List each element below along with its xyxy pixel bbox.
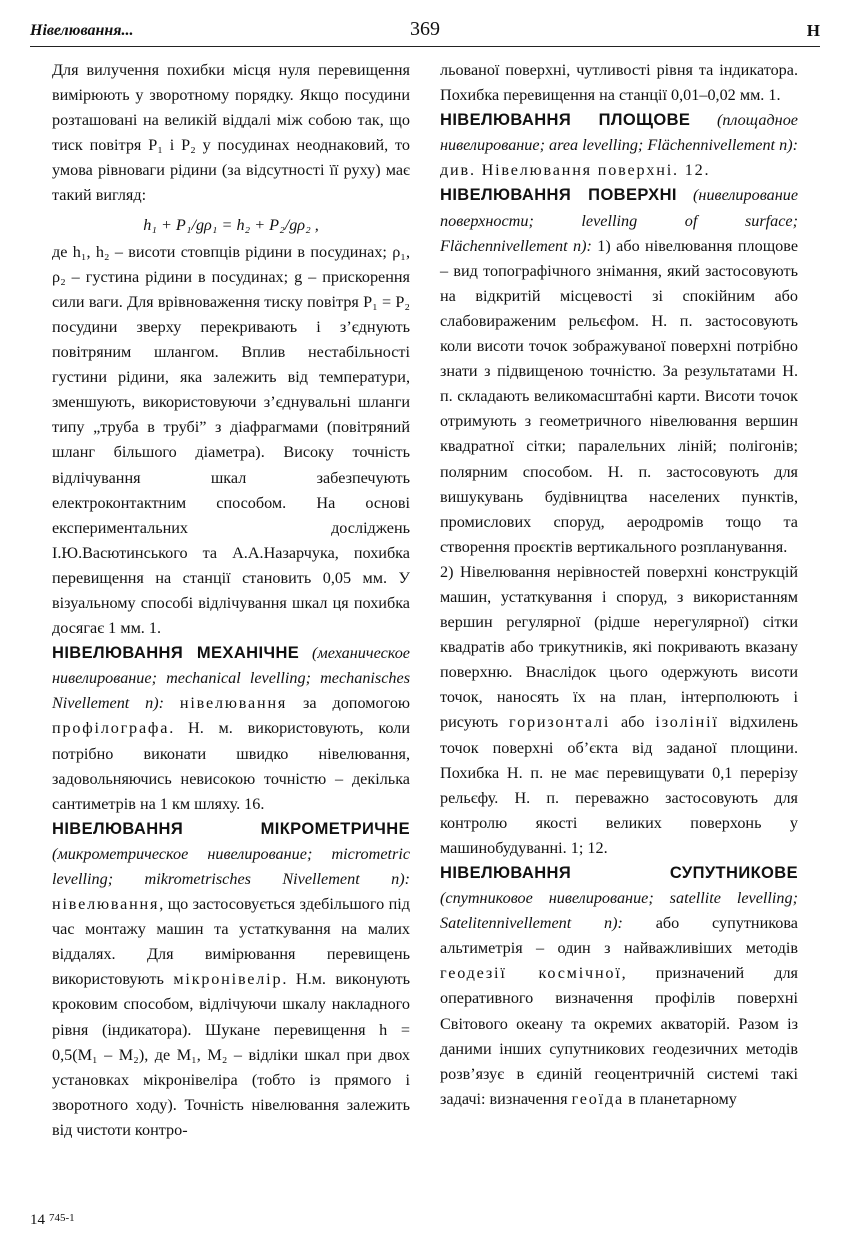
entry-text: 2) Нівелювання нерівностей поверхні конструкцій машин, устаткування і споруд, з використанням вершин регулярної (рідше нерегулярної) сітки квадратів або трикутників, які покривають вказану поверхню. Внаслідок цього одержують висоти точок, наносять їх на план, інтерполюють і рисують	[440, 562, 798, 732]
entry-text: або супутникова альтиметрія – один з найважливіших методів	[440, 914, 798, 958]
cross-reference: нівелювання	[179, 694, 288, 713]
entry-term: НІВЕЛЮВАННЯ ПОВЕРХНІ	[440, 186, 677, 205]
entry-area	[440, 108, 798, 183]
entry-text: , що застосовується здебільшого під час монтажу машин та устаткування на малих віддалях. Для вимірювання перевищень використовують	[52, 895, 410, 989]
cross-reference: геодезії космічної	[440, 964, 622, 983]
entry-text: відхилень точок поверхні об’єкта від заданої площини. Похибка Н. п. не має перевищувати 0,1 перерізу рельєфу. Н. п. переважно застосовують для контролю якості великих поверхонь у машинобудуванні. 1; 12.	[440, 713, 799, 857]
paragraph-continuation: льованої поверхні, чутливості рівня та індикатора. Похибка перевищення на станції 0,01–0,02 мм. 1.	[440, 61, 798, 105]
running-header	[30, 18, 820, 48]
entry-text: див. Нівелювання поверхні. 12.	[440, 161, 711, 180]
section-letter: Н	[806, 21, 820, 40]
entry-text: . Н.м. виконують кроковим способом, відлічуючи шкалу накладного рівня (індикатора). Шукане перевищення h = 0,5(M₁ – M₂), де M₁, M₂ – відліки шкал при двох установках мікронівеліра (тобто із прямого і зворотного ходу). Точність нівелювання залежить від чистоти контро-	[52, 970, 411, 1139]
entry-mechanical	[52, 641, 410, 817]
entry-satellite	[440, 861, 798, 1112]
page-number: 369	[410, 18, 440, 40]
entry-translations: (нивелирование поверхности; levelling of surface; Flächennivellement n):	[440, 186, 799, 255]
entry-surface-part2	[440, 560, 798, 861]
entry-micrometric	[52, 817, 410, 1143]
signature-mark	[30, 1212, 75, 1229]
cross-reference: горизонталі	[509, 713, 611, 732]
entry-translations: (спутниковое нивелирование; satellite levelling; Satelitennivellement n):	[440, 889, 798, 933]
header-rule	[30, 46, 820, 47]
cross-reference: геоїда	[571, 1089, 625, 1108]
running-title: Нівелювання...	[30, 22, 134, 39]
entry-text: за допомогою	[303, 694, 411, 713]
entry-text: або	[621, 713, 645, 732]
entry-term: НІВЕЛЮВАННЯ ПЛОЩОВЕ	[440, 111, 691, 130]
entry-term: НІВЕЛЮВАННЯ СУПУТНИКОВЕ	[440, 864, 798, 882]
paragraph-continuation: Для вилучення похибки місця нуля перевищення вимірюють у зворотному порядку. Якщо посудини розташовані на великій віддалі між собою так, що тиск повітря P₁ і P₂ у посудинах неоднаковий, то умова рівноваги рідини (за відсутності її руху) має такий вигляд:	[52, 61, 410, 205]
entry-text: , призначений для оперативного визначення профілів поверхні Світового океану та окремих акваторій. Разом із даними інших супутникових геодезичних методів розв’язує в єдиній геоцентричній системі такі задачі: визначення	[440, 964, 798, 1108]
formula: h₁ + P₁/gρ₁ = h₂ + P₂/gρ₂ ,	[143, 215, 319, 234]
entry-text: 1) або нівелювання площове – вид топографічного знімання, який застосовують на відкритій місцевості зі спокійним або слабовираженим рельєфом. Н. п. застосовують коли висоти точок зображуваної поверхні потрібно знати з підвищеною точністю. За результатами Н. п. складають великомасштабні карти. Висоти точок отримують з геометричного нівелювання вершин квадратної сітки; паралельних ліній; полігонів; полярним способом. Н. п. застосовують для вишукувань будівництва населених пунктів, промислових споруд, аеродромів тощо та створення проєктів вертикального розпланування.	[440, 236, 799, 556]
cross-reference: нівелювання	[52, 895, 160, 914]
cross-reference: профілографа	[52, 719, 170, 738]
entry-translations: (микрометрическое нивелирование; micrometric levelling; mikrometrisches Nivellement n):	[52, 844, 410, 888]
entry-surface	[440, 183, 798, 559]
entry-text: в планетарному	[628, 1089, 737, 1108]
entry-translations: (площадное нивелирование; area levelling; Flächennivellement n):	[440, 111, 798, 155]
entry-term: НІВЕЛЮВАННЯ МЕХАНІЧНЕ	[52, 644, 300, 663]
entry-term: НІВЕЛЮВАННЯ МІКРОМЕТРИЧНЕ	[52, 819, 410, 838]
cross-reference: мікронівелір	[173, 970, 283, 989]
paragraph-definitions: де h₁, h₂ – висоти стовпців рідини в посудинах; ρ₁, ρ₂ – густина рідини в посудинах; g – прискорення сили ваги. Для врівноваження тиску повітря P₁ = P₂ посудини зверху перекривають і з’єднують повітряним шлангом. Вплив нестабільності густини рідини, яка залежить від температури, зменшують, використовуючи з’єднувальні шланги типу „труба в трубі” з діафрагмами (повітряний шланг більшого діаметра). Високу точність відлічування шкал забезпечують електроконтактним способом. На основі експериментальних досліджень І.Ю.Васютинського та А.А.Назарчука, похибка перевищення на станції становить 0,05 мм. У візуальному способі відлічування шкал ця похибка досягає 1 мм. 1.	[52, 242, 410, 638]
entry-text: . Н. м. використовують, коли потрібно виконати швидко нівелювання, задовольняючись невисокою точністю – декілька сантиметрів на 1 км шляху. 16.	[52, 719, 410, 813]
cross-reference: ізолінії	[655, 713, 719, 732]
print-signature: 745-1	[49, 1212, 75, 1224]
left-column	[52, 58, 410, 1143]
right-column	[440, 58, 798, 1112]
sheet-number: 14	[30, 1212, 45, 1228]
entry-translations: (механическое нивелирование; mechanical levelling; mechanisches Nivellement n):	[52, 644, 410, 713]
